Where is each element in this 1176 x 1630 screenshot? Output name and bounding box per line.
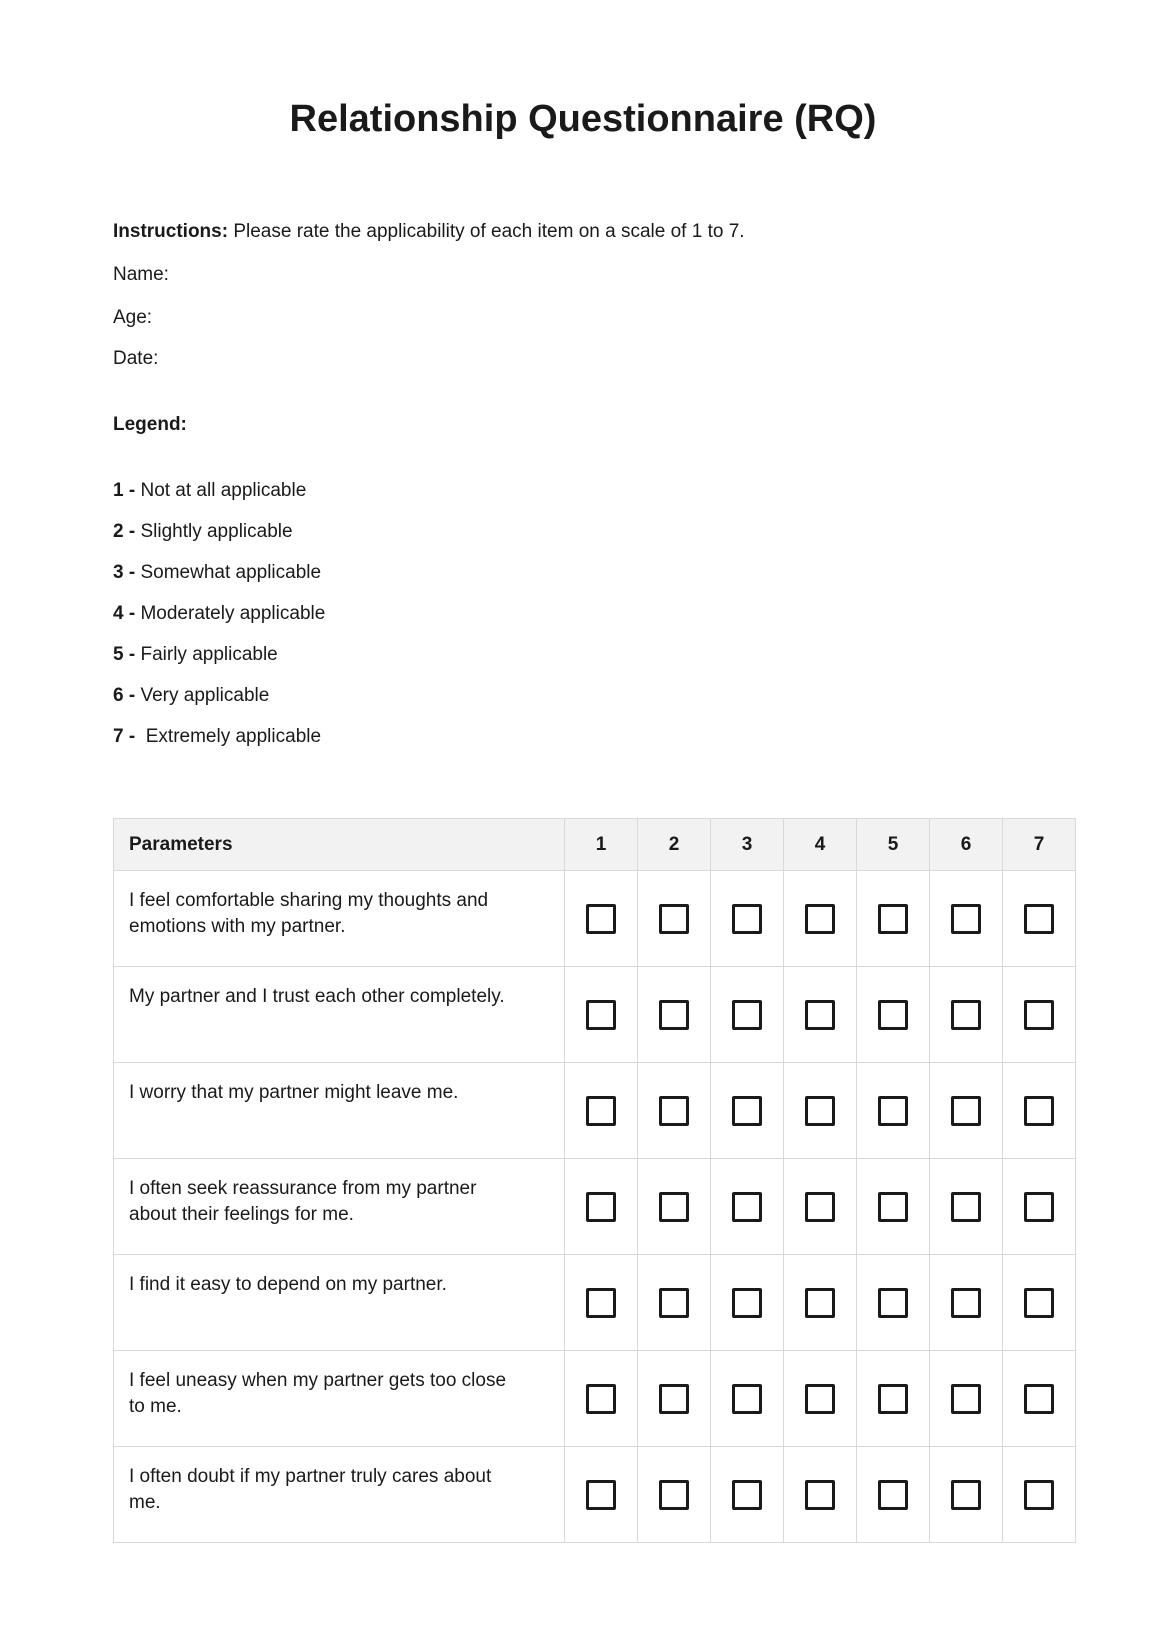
rating-cell bbox=[1003, 967, 1076, 1063]
age-field-label: Age: bbox=[113, 307, 153, 328]
rating-cell bbox=[638, 1447, 711, 1543]
table-row bbox=[114, 1063, 1076, 1159]
rating-checkbox-2[interactable] bbox=[659, 1384, 689, 1414]
legend-item-number: 6 - bbox=[113, 685, 136, 706]
rating-checkbox-5[interactable] bbox=[878, 1096, 908, 1126]
rating-checkbox-2[interactable] bbox=[659, 1288, 689, 1318]
rating-cell bbox=[857, 1255, 930, 1351]
rating-cell bbox=[565, 1255, 638, 1351]
legend-item-1: 1 - Not at all applicable bbox=[113, 480, 307, 501]
rating-checkbox-5[interactable] bbox=[878, 1480, 908, 1510]
rating-checkbox-7[interactable] bbox=[1024, 1096, 1054, 1126]
rating-cell bbox=[711, 871, 784, 967]
rating-cell bbox=[930, 871, 1003, 967]
rating-cell bbox=[565, 1447, 638, 1543]
rating-checkbox-6[interactable] bbox=[951, 1288, 981, 1318]
rating-checkbox-4[interactable] bbox=[805, 1480, 835, 1510]
rating-checkbox-7[interactable] bbox=[1024, 904, 1054, 934]
rating-cell bbox=[1003, 1063, 1076, 1159]
rating-cell bbox=[1003, 1159, 1076, 1255]
rating-cell bbox=[565, 1159, 638, 1255]
rating-cell bbox=[784, 967, 857, 1063]
rating-cell bbox=[711, 1063, 784, 1159]
scale-header-2: 2 bbox=[638, 819, 711, 871]
rating-cell bbox=[784, 1351, 857, 1447]
rating-cell bbox=[784, 1447, 857, 1543]
rating-checkbox-5[interactable] bbox=[878, 1000, 908, 1030]
legend-item-6: 6 - Very applicable bbox=[113, 685, 270, 706]
scale-header-1: 1 bbox=[565, 819, 638, 871]
rating-cell bbox=[638, 871, 711, 967]
rating-checkbox-3[interactable] bbox=[732, 1096, 762, 1126]
rating-checkbox-6[interactable] bbox=[951, 1192, 981, 1222]
rating-checkbox-6[interactable] bbox=[951, 1384, 981, 1414]
rating-checkbox-1[interactable] bbox=[586, 1000, 616, 1030]
table-header bbox=[114, 819, 1076, 871]
rating-cell bbox=[711, 1159, 784, 1255]
rating-checkbox-1[interactable] bbox=[586, 1480, 616, 1510]
rating-checkbox-4[interactable] bbox=[805, 1096, 835, 1126]
rating-checkbox-3[interactable] bbox=[732, 1000, 762, 1030]
rating-checkbox-5[interactable] bbox=[878, 904, 908, 934]
rating-cell bbox=[857, 1447, 930, 1543]
rating-checkbox-5[interactable] bbox=[878, 1384, 908, 1414]
rating-checkbox-6[interactable] bbox=[951, 904, 981, 934]
rating-cell bbox=[711, 1351, 784, 1447]
rating-cell bbox=[930, 1159, 1003, 1255]
rating-cell bbox=[1003, 871, 1076, 967]
rating-cell bbox=[565, 1351, 638, 1447]
instructions-label: Instructions: bbox=[113, 221, 229, 242]
parameter-text: I feel uneasy when my partner gets too close to me. bbox=[114, 1351, 565, 1447]
rating-cell bbox=[711, 1447, 784, 1543]
date-field-label: Date: bbox=[113, 348, 159, 369]
rating-cell bbox=[638, 1063, 711, 1159]
scale-header-6: 6 bbox=[930, 819, 1003, 871]
rating-cell bbox=[784, 1063, 857, 1159]
rating-checkbox-7[interactable] bbox=[1024, 1384, 1054, 1414]
parameter-text: I worry that my partner might leave me. bbox=[114, 1063, 565, 1159]
rating-checkbox-7[interactable] bbox=[1024, 1288, 1054, 1318]
rating-cell bbox=[930, 1351, 1003, 1447]
table-body bbox=[114, 871, 1076, 1543]
rating-checkbox-2[interactable] bbox=[659, 1192, 689, 1222]
parameter-text: I feel comfortable sharing my thoughts and emotions with my partner. bbox=[114, 871, 565, 967]
rating-cell bbox=[1003, 1351, 1076, 1447]
rating-checkbox-3[interactable] bbox=[732, 904, 762, 934]
rating-cell bbox=[565, 967, 638, 1063]
legend-item-number: 7 - bbox=[113, 726, 136, 747]
rating-checkbox-1[interactable] bbox=[586, 1288, 616, 1318]
rating-checkbox-3[interactable] bbox=[732, 1288, 762, 1318]
rating-cell bbox=[638, 967, 711, 1063]
rating-cell bbox=[638, 1159, 711, 1255]
legend-item-number: 3 - bbox=[113, 562, 136, 583]
scale-header-5: 5 bbox=[857, 819, 930, 871]
rating-cell bbox=[930, 967, 1003, 1063]
table-row bbox=[114, 967, 1076, 1063]
rating-cell bbox=[711, 967, 784, 1063]
rating-checkbox-4[interactable] bbox=[805, 1384, 835, 1414]
rating-checkbox-6[interactable] bbox=[951, 1480, 981, 1510]
rating-cell bbox=[857, 1159, 930, 1255]
rating-checkbox-3[interactable] bbox=[732, 1480, 762, 1510]
rating-cell bbox=[930, 1063, 1003, 1159]
questionnaire-table bbox=[113, 818, 1076, 1543]
parameter-text: I often doubt if my partner truly cares about me. bbox=[114, 1447, 565, 1543]
legend-item-7: 7 - Extremely applicable bbox=[113, 726, 322, 747]
parameters-header: Parameters bbox=[114, 819, 565, 871]
rating-checkbox-6[interactable] bbox=[951, 1096, 981, 1126]
rating-cell bbox=[565, 1063, 638, 1159]
legend-item-5: 5 - Fairly applicable bbox=[113, 644, 278, 665]
rating-checkbox-1[interactable] bbox=[586, 1384, 616, 1414]
rating-cell bbox=[784, 1255, 857, 1351]
parameter-text: I find it easy to depend on my partner. bbox=[114, 1255, 565, 1351]
table-row bbox=[114, 1447, 1076, 1543]
legend-title: Legend: bbox=[113, 414, 187, 435]
rating-cell bbox=[638, 1351, 711, 1447]
rating-checkbox-7[interactable] bbox=[1024, 1000, 1054, 1030]
legend-item-number: 2 - bbox=[113, 521, 136, 542]
instructions-text: Please rate the applicability of each item on a scale of 1 to 7. bbox=[233, 221, 745, 242]
scale-header-3: 3 bbox=[711, 819, 784, 871]
legend-item-3: 3 - Somewhat applicable bbox=[113, 562, 322, 583]
rating-cell bbox=[857, 871, 930, 967]
rating-checkbox-2[interactable] bbox=[659, 1480, 689, 1510]
table-header-row bbox=[114, 819, 1076, 871]
rating-cell bbox=[857, 967, 930, 1063]
table-row bbox=[114, 1255, 1076, 1351]
rating-checkbox-2[interactable] bbox=[659, 1096, 689, 1126]
rating-checkbox-3[interactable] bbox=[732, 1384, 762, 1414]
rating-checkbox-5[interactable] bbox=[878, 1288, 908, 1318]
table-row bbox=[114, 1351, 1076, 1447]
legend-item-2: 2 - Slightly applicable bbox=[113, 521, 293, 542]
legend-item-number: 1 - bbox=[113, 480, 136, 501]
rating-checkbox-2[interactable] bbox=[659, 904, 689, 934]
legend-item-number: 4 - bbox=[113, 603, 136, 624]
rating-checkbox-7[interactable] bbox=[1024, 1192, 1054, 1222]
rating-cell bbox=[1003, 1447, 1076, 1543]
rating-checkbox-4[interactable] bbox=[805, 1000, 835, 1030]
table-row bbox=[114, 871, 1076, 967]
rating-checkbox-2[interactable] bbox=[659, 1000, 689, 1030]
page-title: Relationship Questionnaire (RQ) bbox=[289, 98, 877, 140]
scale-header-7: 7 bbox=[1003, 819, 1076, 871]
rating-checkbox-1[interactable] bbox=[586, 1192, 616, 1222]
table-row bbox=[114, 1159, 1076, 1255]
parameter-text: I often seek reassurance from my partner about their feelings for me. bbox=[114, 1159, 565, 1255]
rating-checkbox-3[interactable] bbox=[732, 1192, 762, 1222]
rating-cell bbox=[565, 871, 638, 967]
parameter-text: My partner and I trust each other completely. bbox=[114, 967, 565, 1063]
rating-checkbox-4[interactable] bbox=[805, 904, 835, 934]
rating-cell bbox=[857, 1351, 930, 1447]
rating-cell bbox=[930, 1255, 1003, 1351]
rating-cell bbox=[857, 1063, 930, 1159]
scale-header-4: 4 bbox=[784, 819, 857, 871]
rating-checkbox-7[interactable] bbox=[1024, 1480, 1054, 1510]
rating-checkbox-1[interactable] bbox=[586, 1096, 616, 1126]
rating-cell bbox=[930, 1447, 1003, 1543]
legend-item-4: 4 - Moderately applicable bbox=[113, 603, 326, 624]
rating-checkbox-5[interactable] bbox=[878, 1192, 908, 1222]
rating-checkbox-4[interactable] bbox=[805, 1192, 835, 1222]
instructions-line bbox=[113, 220, 1053, 244]
rating-cell bbox=[784, 1159, 857, 1255]
legend-item-number: 5 - bbox=[113, 644, 136, 665]
rating-checkbox-1[interactable] bbox=[586, 904, 616, 934]
rating-cell bbox=[784, 871, 857, 967]
legend-list bbox=[113, 479, 1053, 749]
name-field-label: Name: bbox=[113, 264, 169, 285]
rating-cell bbox=[711, 1255, 784, 1351]
rating-cell bbox=[1003, 1255, 1076, 1351]
rating-checkbox-4[interactable] bbox=[805, 1288, 835, 1318]
rating-cell bbox=[638, 1255, 711, 1351]
rating-checkbox-6[interactable] bbox=[951, 1000, 981, 1030]
